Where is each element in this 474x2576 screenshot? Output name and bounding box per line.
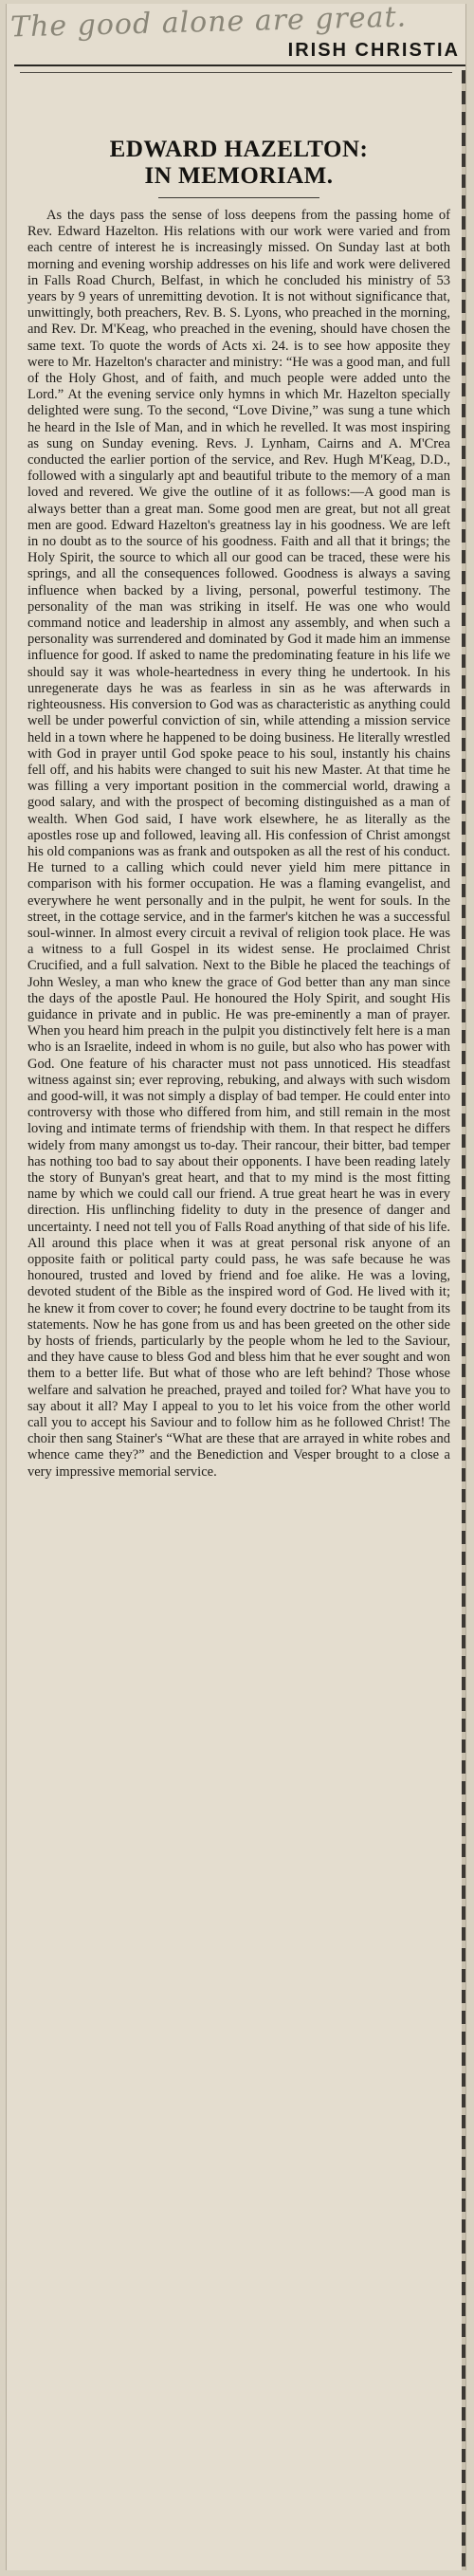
article-body: As the days pass the sense of loss deepens from the passing home of Rev. Edward Hazelton. His relations with our work were varied and from each centre of interest he is increasingly missed. On Sunday last at both morning and evening worship addresses on his life and work were delivered in Falls Road Church, Belfast, in which he concluded his ministry of 53 years by 9 years of unremitting devotion. It is not without significance that, unwittingly, both preachers, Rev. B. S. Lyons, who preached in the morning, and Rev. Dr. M'Keag, who preached in the evening, should have chosen the same text. To quote the words of Acts xi. 24. is to see how apposite they were to Mr. Hazelton's character and ministry: “He was a good man, and full of the Holy Ghost, and of faith, and much people were added unto the Lord.” At the evening service only hymns in which Mr. Hazelton specially delighted were sung. To the second, “Love Divine,” was sung a tune which he heard in the Isle of Man, and in which he revelled. It was most inspiring as sung on Sunday evening. Revs. J. Lynham, Cairns and A. M'Crea conducted the earlier portion of the service, and Rev. Hugh M'Keag, D.D., followed with a singularly apt and beautiful tribute to the memory of a man loved and revered. We give the outline of it as follows:—A good man is always better than a great man. Some good men are great, but not all great men are good. Edward Hazelton's greatness lay in his goodness. We are left in no doubt as to the source of his goodness. Faith and all that it brings; the Holy Spirit, the source to which all our good can be traced, these were his springs, and all the consequences followed. Goodness is always a saving influence when backed by a living, personal, powerful testimony. The personality of the man was striking in itself. He was one who would command notice and leadership in almost any assembly, and when such a personality was surrendered and dominated by God it made him an immense influence for good. If asked to name the predominating feature in his life we should say it was whole-heartedness in every thing he undertook. In his unregenerate days he was as fearless in sin as he was afterwards in righteousness. His conversion to God was as characteristic as anything could well be under powerful conviction of sin, while attending a mission service held in a town where he happened to be doing business. He literally wrestled with God in prayer until God spoke peace to his soul, instantly his chains fell off, and his habits were changed to suit his new Master. At that time he was filling a very important position in the commercial world, drawing a good salary, and with the prospect of becoming distinguished as a man of wealth. When God said, I have work elsewhere, he as literally as the apostles rose up and followed, leaving all. His confession of Christ amongst his old companions was as frank and outspoken as all the rest of his conduct. He turned to a calling which could never yield him mere pittance in comparison with his former occupation. He was a flaming evangelist, and everywhere he went personally and in the pulpit, he went for souls. In the street, in the cottage service, and in the farmer's kitchen he was a successful soul-winner. In almost every circuit a revival of religion took place. He was a witness to a full Gospel in its widest sense. He proclaimed Christ Crucified, and a full salvation. Next to the Bible he placed the teachings of John Wesley, a man who knew the grace of God better than any man since the days of the apostle Paul. He honoured the Holy Spirit, and sought His guidance in private and in public. He was pre-eminently a man of prayer. When you heard him preach in the pulpit you distinctively felt here is a man who is an Israelite, indeed in whom is no guile, but also who has power with God. One feature of his character must not pass unnoticed. His steadfast witness against sin; ever reproving, rebuking, and always with such wisdom and good-will, it was not simply a display of bad temper. He could enter into controversy with those who differed from him, and still remain in the most loving and intimate terms of friendship with them. In that respect he differs widely from many amongst us to-day. Their rancour, their bitter, bad temper has nothing too bad to say about their opponents. I have been reading lately the story of Bunyan's great heart, and that to my mind is the most fitting name by which we could call our friend. A true great heart he was in every direction. His unflinching fidelity to duty in the presence of danger and uncertainty. I need not tell you of Falls Road anything of that side of his life. All around this place when it was at great personal risk anyone of an opposite faith or political party could pass, he was safe because he was honoured, trusted and loved by friend and foe alike. He was a loving, devoted student of the Bible as the inspired word of God. He lived with it; he knew it from cover to cover; he found every doctrine to be taught from its statements. Now he has gone from us and has been greeted on the other side by hosts of friends, particularly by the people whom he led to the Saviour, and they have cause to bless God and bless him that he ever sought and won them to a better life. But what of those who are left behind? Those whose welfare and salvation he preached, prayed and toiled for? What have you to say about it all? May I appeal to you to let his voice from the other world call you to accept his Saviour and to follow him as he followed Christ! The choir then sang Stainer's “What are these that are arrayed in white robes and whence came they?” and the Benediction and Vesper brought to a close a very impressive memorial service. — [27, 208, 450, 1480]
newspaper-masthead: IRISH CHRISTIA — [287, 40, 460, 61]
article-headline — [27, 137, 450, 190]
masthead-rule — [14, 64, 465, 66]
headline-rule — [158, 197, 319, 198]
headline-line-1: EDWARD HAZELTON: — [109, 137, 369, 162]
newspaper-clipping — [6, 0, 466, 2570]
article — [27, 137, 450, 1481]
adjacent-column-edge — [462, 70, 465, 2570]
article-box-rule — [20, 72, 452, 73]
headline-line-2: IN MEMORIAM. — [144, 163, 334, 189]
handwritten-note: The good alone are great. — [9, 0, 408, 45]
